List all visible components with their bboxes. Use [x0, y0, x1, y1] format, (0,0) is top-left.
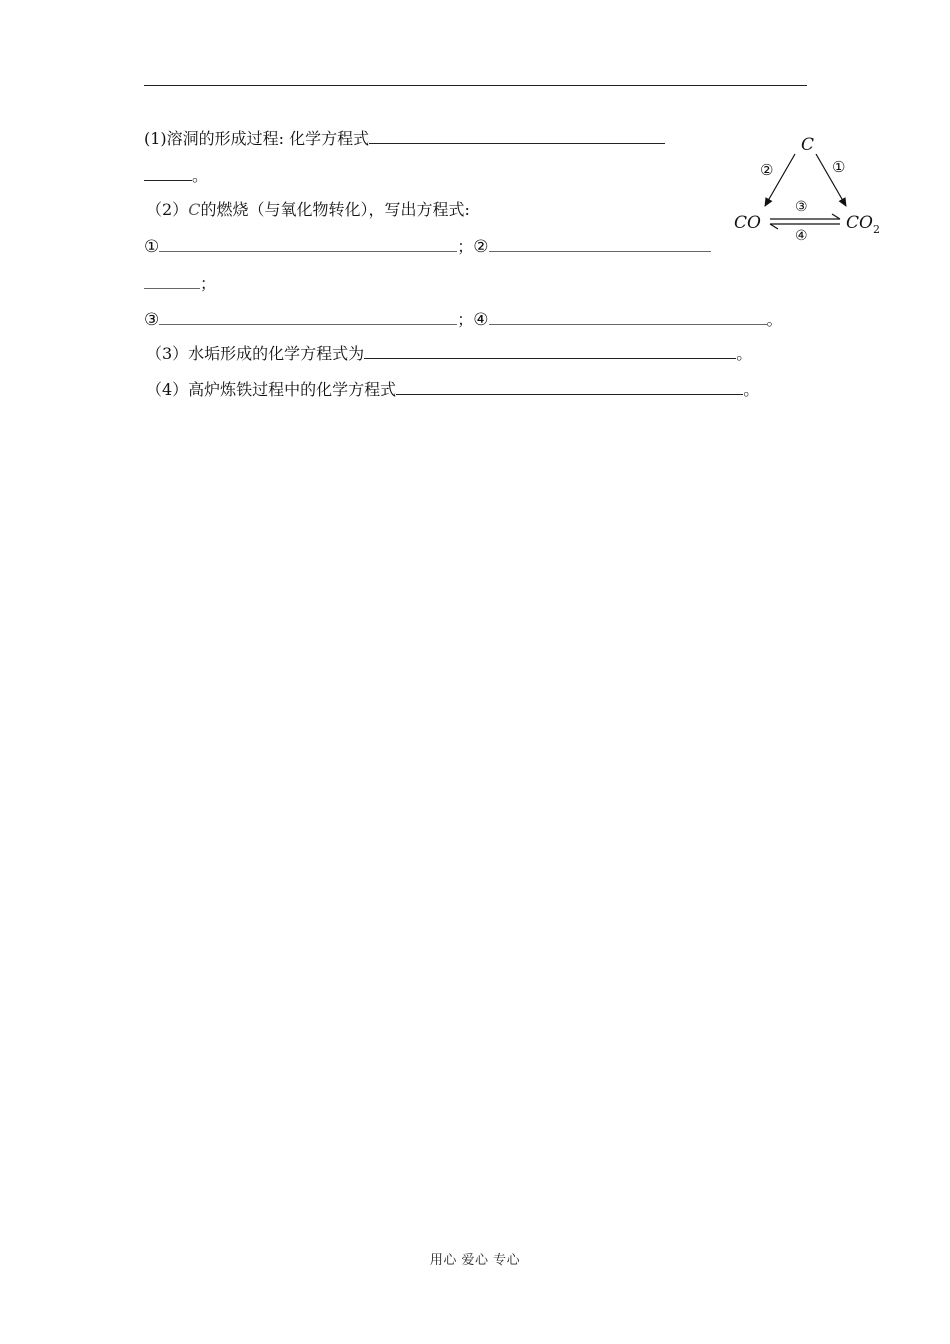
question-2-end: 。 — [766, 310, 783, 329]
header-rule — [144, 85, 807, 86]
circled-4-marker: ④ — [473, 310, 489, 330]
question-4-line — [146, 379, 759, 400]
circled-1-marker: ① — [144, 237, 160, 257]
question-3-answer-blank[interactable] — [364, 343, 736, 359]
reaction-2-label: ② — [760, 161, 774, 179]
question-3-text: （3）水垢形成的化学方程式为 — [146, 344, 365, 363]
equation-2-blank[interactable] — [489, 236, 711, 252]
question-1-answer-blank-continued[interactable] — [144, 165, 192, 181]
separator: ； — [457, 237, 474, 256]
question-2-line-3 — [144, 273, 216, 294]
equation-4-blank[interactable] — [489, 309, 767, 325]
question-1-end: 。 — [192, 166, 209, 185]
question-1-line-1 — [144, 128, 665, 149]
question-2-line-2 — [144, 236, 711, 257]
question-1-prefix: (1)溶洞的形成过程: 化学方程式 — [144, 129, 370, 148]
circled-3-marker: ③ — [144, 310, 160, 330]
question-1-answer-blank[interactable] — [369, 128, 665, 144]
circled-2-marker: ② — [473, 237, 489, 257]
reaction-4-label: ④ — [795, 228, 808, 244]
co2-label: $CO_2$ — [846, 213, 880, 236]
question-4-text: （4）高炉炼铁过程中的化学方程式 — [146, 380, 397, 399]
question-2-line-4 — [144, 309, 783, 330]
question-4-end: 。 — [743, 380, 760, 399]
carbon-conversion-diagram — [728, 128, 888, 246]
co-label: CO — [734, 213, 761, 233]
equation-3-blank[interactable] — [159, 309, 457, 325]
reaction-1-label: ① — [832, 158, 846, 176]
question-2-text: 的燃烧（与氧化物转化），写出方程式: — [200, 200, 470, 219]
separator: ； — [200, 274, 217, 293]
question-3-line — [146, 343, 752, 364]
separator: ； — [457, 310, 474, 329]
reaction-3-label: ③ — [795, 199, 808, 215]
question-2-element: C — [188, 200, 201, 219]
question-3-end: 。 — [736, 344, 753, 363]
question-4-answer-blank[interactable] — [396, 379, 743, 395]
question-2-line-1 — [146, 200, 470, 220]
question-2-number: （2） — [146, 200, 189, 219]
equation-2-blank-continued[interactable] — [144, 273, 200, 289]
carbon-label: C — [801, 135, 815, 155]
question-1-line-2 — [144, 165, 208, 186]
equation-1-blank[interactable] — [159, 236, 457, 252]
page-footer: 用心 爱心 专心 — [429, 1253, 521, 1268]
